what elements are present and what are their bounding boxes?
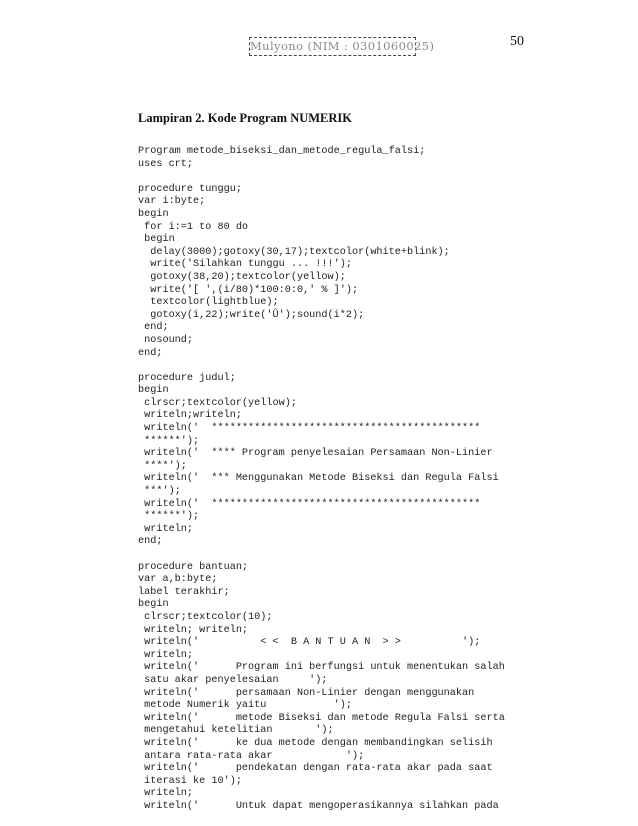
code-line: begin [138, 234, 175, 246]
code-line: for i:=1 to 80 do [138, 221, 249, 233]
code-line: begin [138, 208, 169, 220]
code-line: satu akar penyelesaian '); [138, 674, 328, 686]
code-line: end; [138, 322, 169, 334]
code-line: writeln(' ******************************************** [138, 423, 481, 435]
code-line: write('[ ',(i/80)*100:0:0,' % ]'); [138, 284, 359, 296]
code-line: gotoxy(38,20);textcolor(yellow); [138, 271, 346, 283]
code-line: writeln;writeln; [138, 410, 242, 422]
code-line: iterasi ke 10'); [138, 775, 242, 787]
code-line: ******'); [138, 511, 200, 523]
code-line: mengetahui ketelitian '); [138, 725, 334, 737]
code-line: writeln(' Program ini berfungsi untuk menentukan salah [138, 662, 505, 674]
code-line: writeln(' ke dua metode dengan membandingkan selisih [138, 737, 493, 749]
code-line: writeln(' < < B A N T U A N > > '); [138, 637, 481, 649]
code-line [138, 549, 538, 562]
code-line: ***'); [138, 486, 181, 498]
code-line: writeln(' metode Biseksi dan metode Regula Falsi serta [138, 712, 505, 724]
code-line: textcolor(lightblue); [138, 297, 279, 309]
code-line: writeln(' **** Program penyelesaian Persamaan Non-Linier [138, 448, 493, 460]
code-line: label terakhir; [138, 586, 230, 598]
code-line: ******'); [138, 435, 200, 447]
code-line [138, 360, 538, 373]
code-line: metode Numerik yaitu '); [138, 700, 352, 712]
code-line: write('Silahkan tunggu ... !!!'); [138, 259, 352, 271]
code-line: end; [138, 347, 163, 359]
code-line: writeln(' pendekatan dengan rata-rata akar pada saat [138, 763, 493, 775]
code-line: writeln(' ******************************************** [138, 498, 481, 510]
code-line: writeln; [138, 649, 194, 661]
code-line: procedure tunggu; [138, 183, 242, 195]
code-line: nosound; [138, 334, 194, 346]
code-line: writeln(' *** Menggunakan Metode Biseksi dan Regula Falsi [138, 473, 499, 485]
code-line: clrscr;textcolor(10); [138, 611, 273, 623]
section-title: Lampiran 2. Kode Program NUMERIK [138, 111, 352, 125]
code-line: end; [138, 536, 163, 548]
code-line: writeln; [138, 523, 194, 535]
code-line: Program metode_biseksi_dan_metode_regula_falsi; [138, 146, 426, 157]
code-line: procedure bantuan; [138, 561, 249, 573]
code-line: delay(3000);gotoxy(30,17);textcolor(white+blink); [138, 246, 450, 258]
code-line: var a,b:byte; [138, 574, 218, 586]
code-line: var i:byte; [138, 196, 206, 208]
code-line: begin [138, 385, 169, 397]
code-listing [138, 146, 538, 813]
code-line: uses crt; [138, 158, 194, 170]
code-line: clrscr;textcolor(yellow); [138, 397, 297, 409]
code-line: ****'); [138, 460, 187, 472]
code-line [138, 171, 538, 184]
code-line: procedure judul; [138, 372, 236, 384]
code-line: gotoxy(i,22);write('Û');sound(i*2); [138, 309, 365, 321]
code-line: writeln; [138, 788, 194, 800]
code-line: begin [138, 599, 169, 611]
author-stamp: Mulyono (NIM : 0301060025) [249, 37, 416, 56]
code-line: writeln(' Untuk dapat mengoperasikannya silahkan pada [138, 800, 499, 812]
page-number: 50 [510, 34, 524, 49]
code-line: writeln(' persamaan Non-Linier dengan menggunakan [138, 687, 475, 699]
code-line: writeln; writeln; [138, 624, 249, 636]
code-line: antara rata-rata akar '); [138, 750, 365, 762]
